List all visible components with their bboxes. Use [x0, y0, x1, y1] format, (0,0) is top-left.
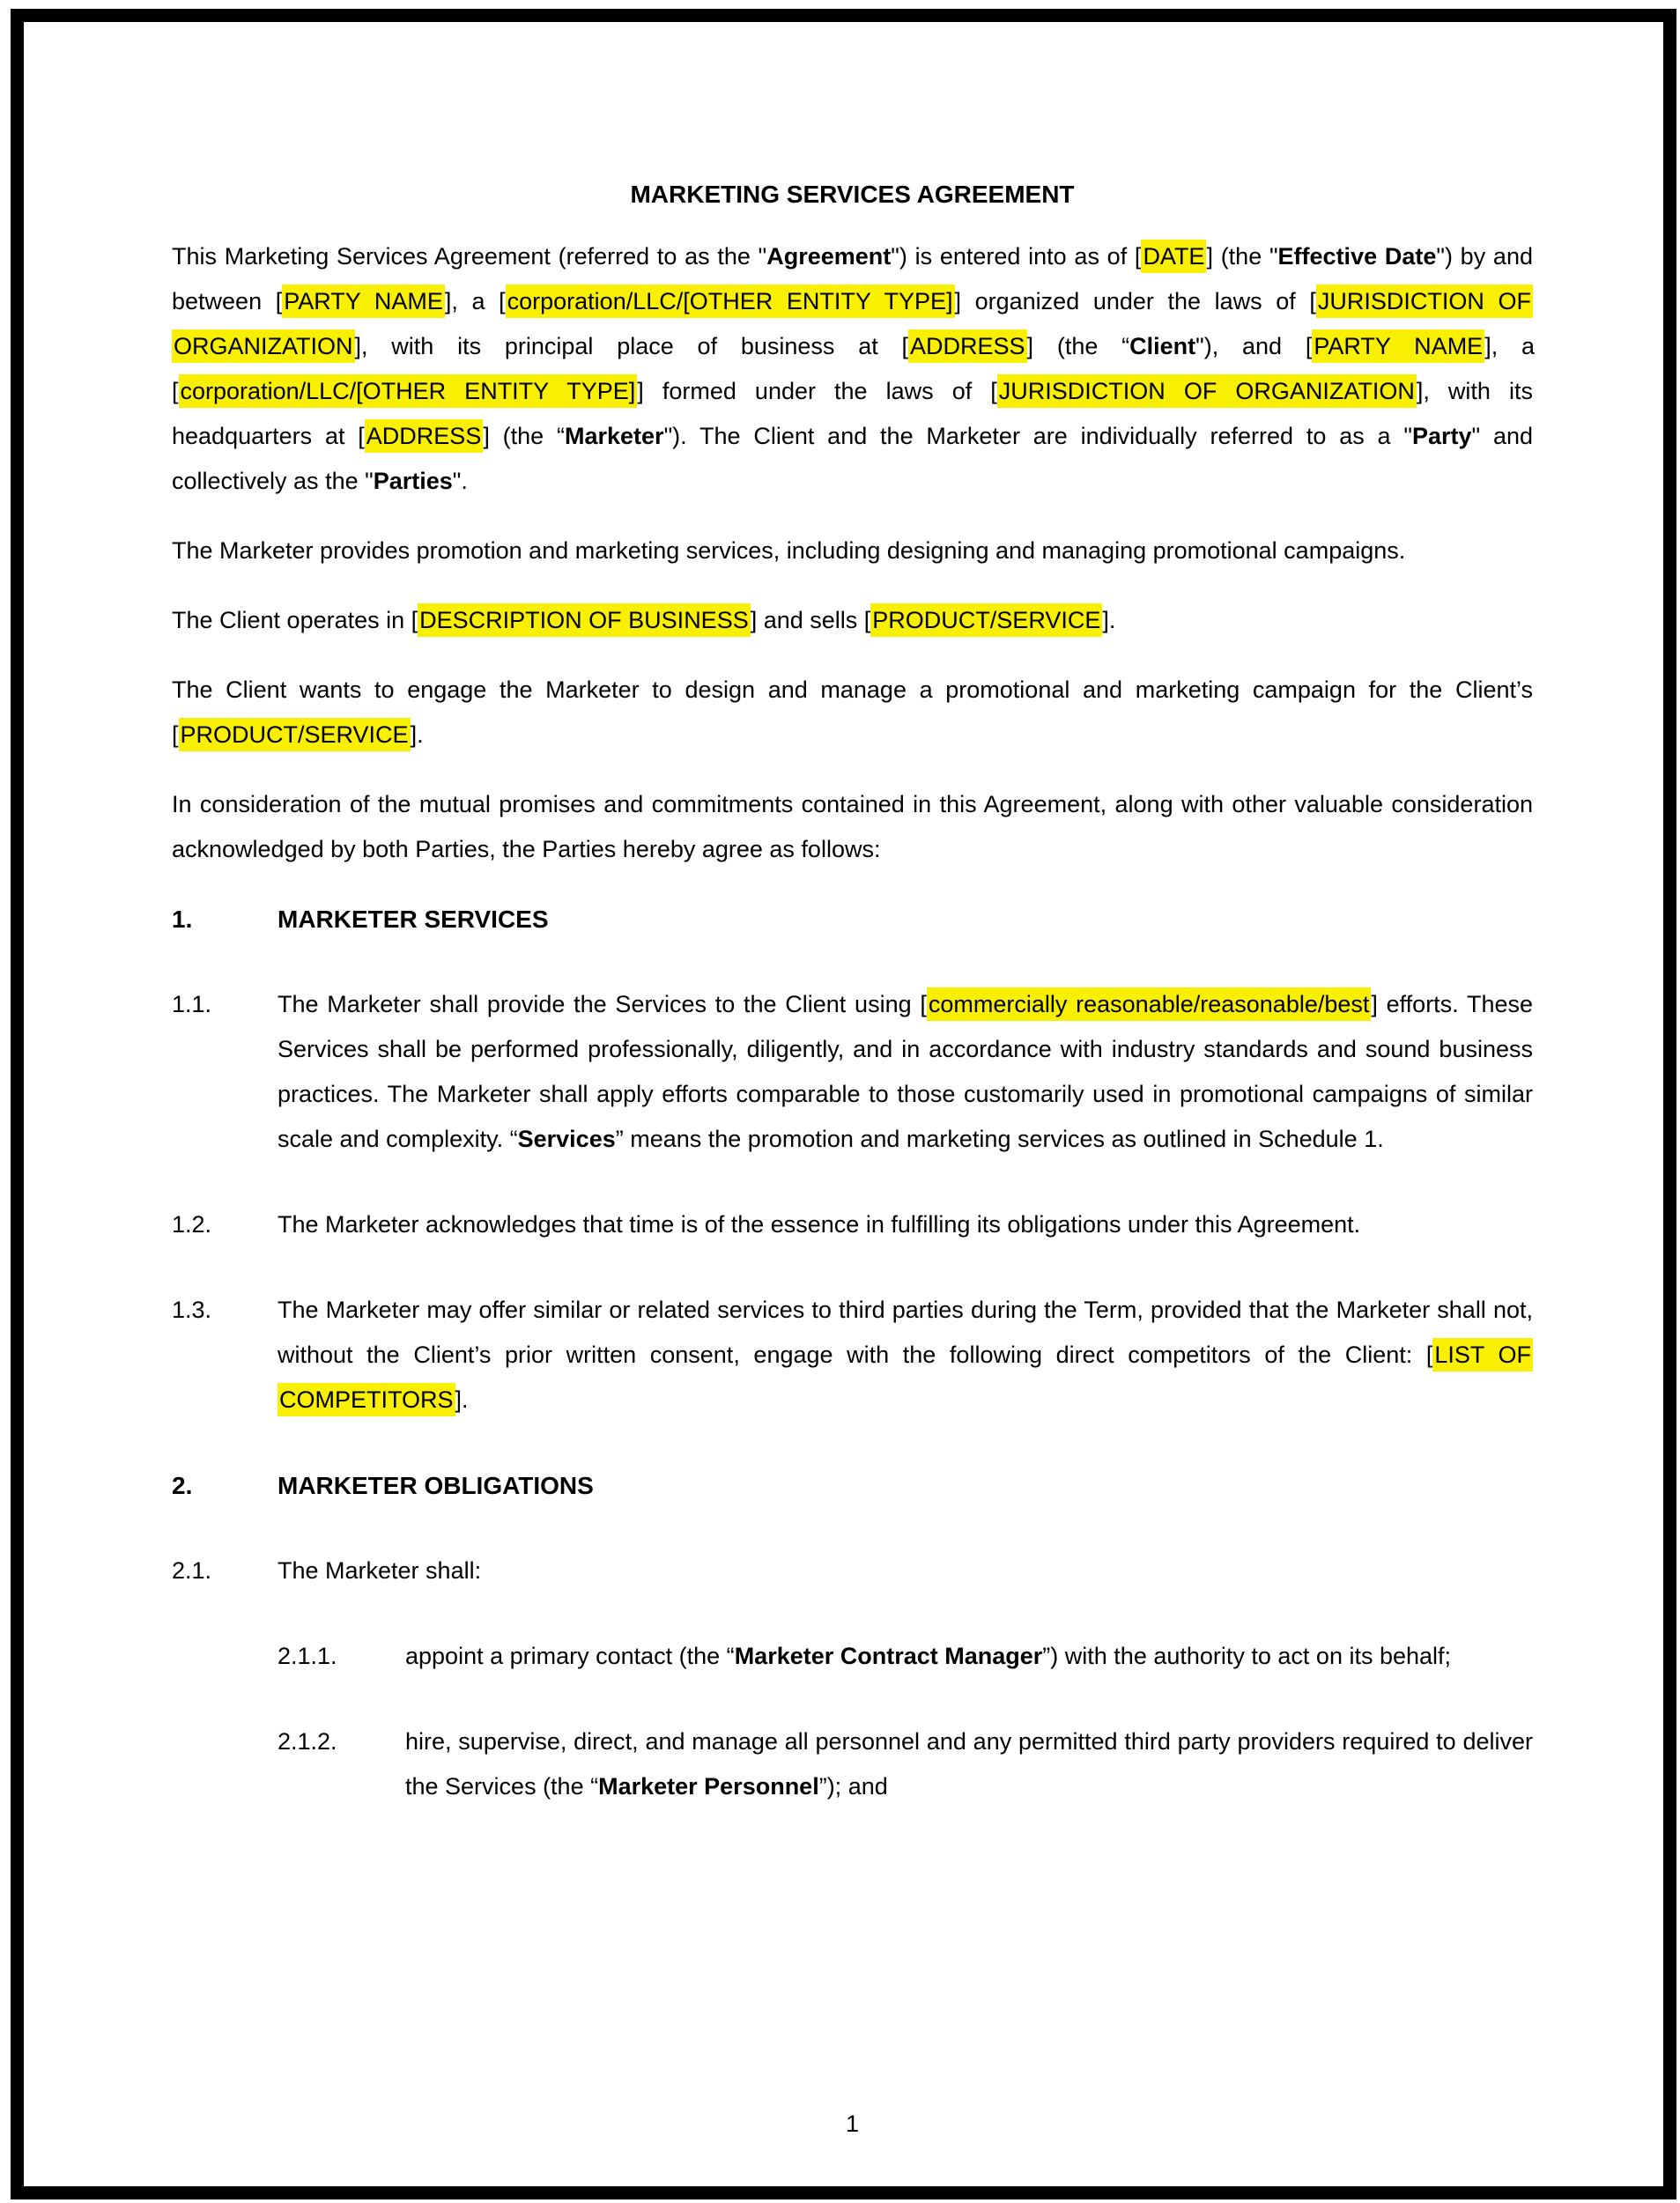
text-run: ] (the “	[1026, 333, 1130, 359]
highlight-placeholder: commercially reasonable/reasonable/best	[927, 987, 1372, 1021]
text-run: ], with its principal place of business at [	[354, 333, 909, 359]
text-run: ], a [	[444, 288, 506, 314]
text-run: Party	[1411, 423, 1472, 449]
clause-text	[278, 1463, 1533, 1508]
text-run: Services	[517, 1126, 616, 1152]
section-1-heading	[172, 897, 1533, 942]
page-frame	[11, 9, 1676, 2199]
intro-paragraph-2	[172, 529, 1533, 573]
text-run: "), and [	[1195, 333, 1313, 359]
text-run: ] and sells [	[750, 607, 871, 633]
text-run: ] (the “	[483, 423, 565, 449]
text-run: ".	[452, 468, 468, 494]
highlight-placeholder: corporation/LLC/[OTHER ENTITY TYPE]	[506, 285, 955, 318]
text-run: ], with its headquarters at [	[172, 378, 1533, 449]
text-run: The Client wants to engage the Marketer to design and manage a promotional and marketing campaign for the Client’s [	[172, 676, 1533, 748]
clause-text	[278, 897, 1533, 942]
text-run: Client	[1129, 333, 1196, 359]
text-run: Agreement	[766, 243, 892, 270]
text-run: ] efforts. These Services shall be performed professionally, diligently, and in accordance with industry standards and sound business practices. The Marketer shall apply efforts comparable to those customarily used in promotional campaigns of similar scale and complexity. “	[278, 991, 1533, 1152]
clause-text	[278, 1202, 1533, 1247]
clause-2-1-2	[278, 1719, 1533, 1809]
text-run: ], a [	[172, 333, 1536, 404]
document-title: MARKETING SERVICES AGREEMENT	[630, 181, 1075, 208]
intro-paragraph-1	[172, 234, 1536, 504]
text-run: This Marketing Services Agreement (referred to as the "	[172, 243, 767, 270]
clause-number: 2.1.2.	[278, 1728, 337, 1755]
intro-paragraph-3	[172, 598, 1533, 643]
text-run: In consideration of the mutual promises and commitments contained in this Agreement, along with other valuable consideration acknowledged by both Parties, the Parties hereby agree as follows:	[172, 791, 1533, 862]
text-run: ] organized under the laws of [	[954, 288, 1316, 314]
text-run: The Marketer may offer similar or related services to third parties during the Term, provided that the Marketer shall not, without the Client’s prior written consent, engage with the following direct competitors of the Client: [	[278, 1297, 1533, 1368]
text-run: The Marketer acknowledges that time is of the essence in fulfilling its obligations under this Agreement.	[278, 1211, 1361, 1238]
clause-1-1	[172, 982, 1533, 1162]
text-run: The Marketer shall:	[278, 1557, 482, 1584]
text-run: ” means the promotion and marketing services as outlined in Schedule 1.	[615, 1126, 1384, 1152]
highlight-placeholder: DATE	[1141, 240, 1206, 273]
text-run: The Marketer provides promotion and marketing services, including designing and managing promotional campaigns.	[172, 537, 1406, 564]
intro-paragraph-4	[172, 668, 1533, 758]
text-run: ] (the "	[1206, 243, 1278, 270]
clause-text	[278, 1288, 1533, 1423]
clause-text	[405, 1634, 1533, 1679]
clause-number: 1.1.	[172, 991, 212, 1017]
clause-number: 1.	[172, 906, 193, 933]
document-body	[172, 234, 1536, 1809]
text-run: Marketer Personnel	[598, 1773, 819, 1800]
text-run: Effective Date	[1277, 243, 1437, 270]
clause-1-2	[172, 1202, 1533, 1247]
text-run: ”); and	[818, 1773, 888, 1800]
text-run: The Marketer shall provide the Services to the Client using [	[278, 991, 927, 1017]
clause-2-1	[172, 1549, 1533, 1593]
text-run: MARKETER SERVICES	[278, 906, 549, 933]
text-run: ”) with the authority to act on its behalf;	[1042, 1643, 1452, 1669]
highlight-placeholder: PARTY NAME	[1312, 329, 1484, 363]
text-run: ] formed under the laws of [	[637, 378, 997, 404]
highlight-placeholder: PRODUCT/SERVICE	[179, 718, 411, 751]
text-run: ].	[455, 1386, 469, 1413]
text-run: The Client operates in [	[172, 607, 418, 633]
text-run: ") by and between [	[172, 243, 1533, 314]
page-number: 1	[845, 2111, 860, 2137]
document-content	[24, 22, 1663, 2186]
section-2-heading	[172, 1463, 1533, 1508]
intro-paragraph-5	[172, 782, 1533, 872]
clause-number: 2.	[172, 1472, 193, 1499]
text-run: Marketer Contract Manager	[734, 1643, 1043, 1669]
text-run: hire, supervise, direct, and manage all personnel and any permitted third party providers required to deliver the Services (the “	[405, 1728, 1533, 1800]
text-run: MARKETER OBLIGATIONS	[278, 1472, 594, 1499]
clause-1-3	[172, 1288, 1533, 1423]
highlight-placeholder: ADDRESS	[365, 419, 484, 453]
highlight-placeholder: JURISDICTION OF ORGANIZATION	[172, 285, 1533, 363]
text-run: ].	[410, 721, 424, 748]
clause-number: 1.2.	[172, 1211, 212, 1238]
text-run: ") is entered into as of [	[891, 243, 1142, 270]
highlight-placeholder: corporation/LLC/[OTHER ENTITY TYPE]	[179, 374, 638, 408]
clause-text	[405, 1719, 1533, 1809]
clause-number: 2.1.1.	[278, 1643, 337, 1669]
highlight-placeholder: DESCRIPTION OF BUSINESS	[418, 603, 751, 637]
clause-number: 2.1.	[172, 1557, 212, 1584]
clause-text	[278, 1549, 1533, 1593]
highlight-placeholder: PRODUCT/SERVICE	[870, 603, 1102, 637]
text-run: Parties	[373, 468, 453, 494]
highlight-placeholder: ADDRESS	[908, 329, 1027, 363]
highlight-placeholder: LIST OF COMPETITORS	[278, 1338, 1533, 1416]
text-run: " and collectively as the "	[172, 423, 1533, 494]
text-run: ].	[1102, 607, 1116, 633]
text-run: appoint a primary contact (the “	[405, 1643, 735, 1669]
text-run: "). The Client and the Marketer are individually referred to as a "	[663, 423, 1412, 449]
highlight-placeholder: JURISDICTION OF ORGANIZATION	[997, 374, 1417, 408]
clause-number: 1.3.	[172, 1297, 212, 1323]
text-run: Marketer	[565, 423, 664, 449]
clause-2-1-1	[278, 1634, 1533, 1679]
highlight-placeholder: PARTY NAME	[282, 285, 445, 318]
clause-text	[278, 982, 1533, 1162]
